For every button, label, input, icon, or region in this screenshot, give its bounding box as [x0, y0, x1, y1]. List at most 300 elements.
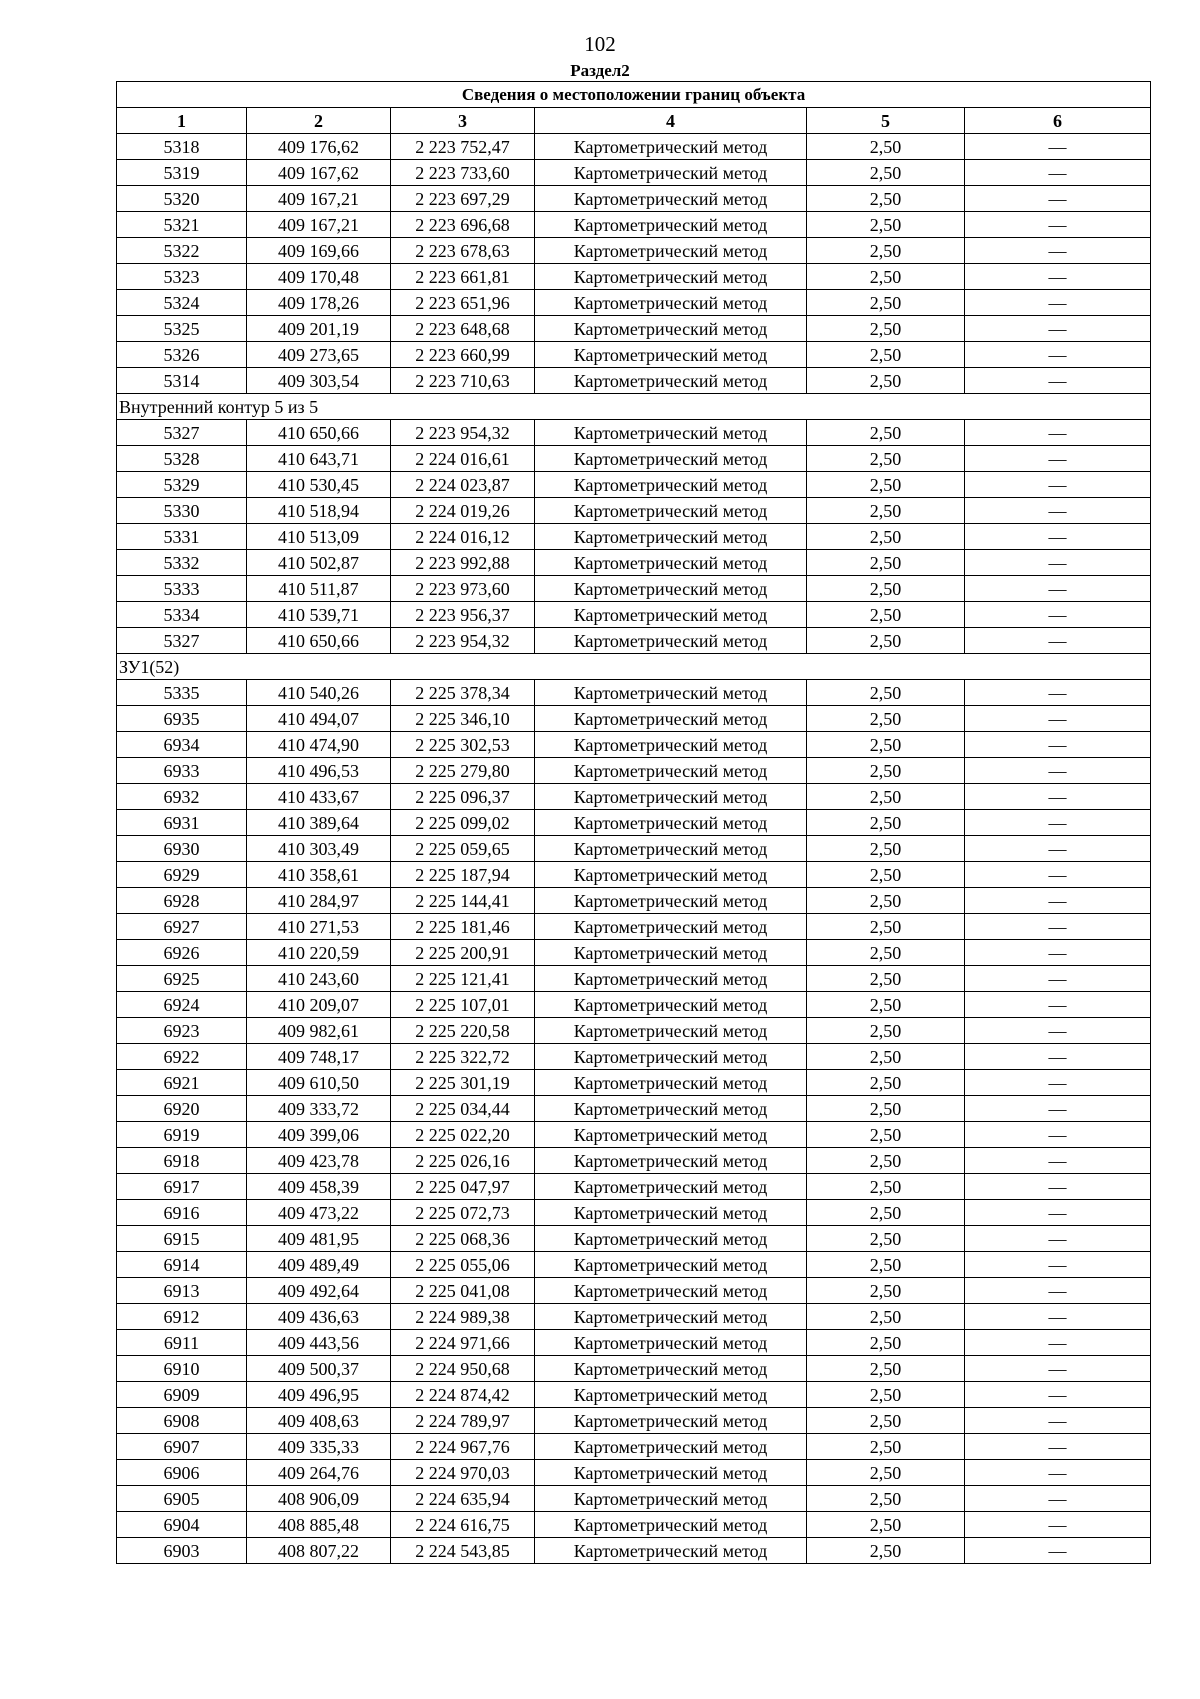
x-coordinate-cell: 409 610,50: [247, 1070, 391, 1096]
point-number-cell: 6928: [117, 888, 247, 914]
description-cell: —: [965, 1460, 1151, 1486]
method-cell: Картометрический метод: [535, 784, 807, 810]
description-cell: —: [965, 836, 1151, 862]
point-number-cell: 6920: [117, 1096, 247, 1122]
y-coordinate-cell: 2 225 378,34: [391, 680, 535, 706]
y-coordinate-cell: 2 223 678,63: [391, 238, 535, 264]
table-row: [117, 862, 1151, 888]
accuracy-cell: 2,50: [807, 498, 965, 524]
description-cell: —: [965, 1252, 1151, 1278]
accuracy-cell: 2,50: [807, 134, 965, 160]
point-number-cell: 5326: [117, 342, 247, 368]
method-cell: Картометрический метод: [535, 1434, 807, 1460]
point-number-cell: 6927: [117, 914, 247, 940]
x-coordinate-cell: 409 748,17: [247, 1044, 391, 1070]
accuracy-cell: 2,50: [807, 1486, 965, 1512]
x-coordinate-cell: 409 473,22: [247, 1200, 391, 1226]
x-coordinate-cell: 409 201,19: [247, 316, 391, 342]
x-coordinate-cell: 408 885,48: [247, 1512, 391, 1538]
description-cell: —: [965, 1486, 1151, 1512]
accuracy-cell: 2,50: [807, 940, 965, 966]
point-number-cell: 6931: [117, 810, 247, 836]
method-cell: Картометрический метод: [535, 1408, 807, 1434]
table-row: [117, 1018, 1151, 1044]
table-row: [117, 914, 1151, 940]
x-coordinate-cell: 409 458,39: [247, 1174, 391, 1200]
table-row: [117, 316, 1151, 342]
method-cell: Картометрический метод: [535, 628, 807, 654]
accuracy-cell: 2,50: [807, 1148, 965, 1174]
description-cell: —: [965, 1148, 1151, 1174]
method-cell: Картометрический метод: [535, 1486, 807, 1512]
accuracy-cell: 2,50: [807, 446, 965, 472]
method-cell: Картометрический метод: [535, 212, 807, 238]
accuracy-cell: 2,50: [807, 1538, 965, 1564]
x-coordinate-cell: 410 474,90: [247, 732, 391, 758]
description-cell: —: [965, 966, 1151, 992]
description-cell: —: [965, 264, 1151, 290]
y-coordinate-cell: 2 224 970,03: [391, 1460, 535, 1486]
point-number-cell: 6929: [117, 862, 247, 888]
method-cell: Картометрический метод: [535, 1538, 807, 1564]
method-cell: Картометрический метод: [535, 914, 807, 940]
column-header: 1: [117, 108, 247, 134]
y-coordinate-cell: 2 224 016,61: [391, 446, 535, 472]
x-coordinate-cell: 410 220,59: [247, 940, 391, 966]
table-row: [117, 1356, 1151, 1382]
x-coordinate-cell: 409 333,72: [247, 1096, 391, 1122]
description-cell: —: [965, 940, 1151, 966]
description-cell: —: [965, 368, 1151, 394]
description-cell: —: [965, 732, 1151, 758]
group-title: Внутренний контур 5 из 5: [117, 394, 1151, 420]
accuracy-cell: 2,50: [807, 1018, 965, 1044]
column-header: 2: [247, 108, 391, 134]
description-cell: —: [965, 1356, 1151, 1382]
table-row: [117, 1486, 1151, 1512]
accuracy-cell: 2,50: [807, 1330, 965, 1356]
accuracy-cell: 2,50: [807, 1434, 965, 1460]
table-row: [117, 576, 1151, 602]
group-title-row: [117, 654, 1151, 680]
description-cell: —: [965, 316, 1151, 342]
table-row: [117, 966, 1151, 992]
x-coordinate-cell: 409 982,61: [247, 1018, 391, 1044]
table-row: [117, 758, 1151, 784]
method-cell: Картометрический метод: [535, 1044, 807, 1070]
table-row: [117, 992, 1151, 1018]
x-coordinate-cell: 410 494,07: [247, 706, 391, 732]
point-number-cell: 5335: [117, 680, 247, 706]
x-coordinate-cell: 410 502,87: [247, 550, 391, 576]
y-coordinate-cell: 2 224 543,85: [391, 1538, 535, 1564]
accuracy-cell: 2,50: [807, 290, 965, 316]
table-row: [117, 602, 1151, 628]
accuracy-cell: 2,50: [807, 472, 965, 498]
x-coordinate-cell: 410 650,66: [247, 628, 391, 654]
method-cell: Картометрический метод: [535, 1330, 807, 1356]
point-number-cell: 5334: [117, 602, 247, 628]
table-row: [117, 732, 1151, 758]
description-cell: —: [965, 706, 1151, 732]
method-cell: Картометрический метод: [535, 992, 807, 1018]
header-row: [117, 108, 1151, 134]
table-row: [117, 1304, 1151, 1330]
accuracy-cell: 2,50: [807, 264, 965, 290]
accuracy-cell: 2,50: [807, 316, 965, 342]
method-cell: Картометрический метод: [535, 1382, 807, 1408]
accuracy-cell: 2,50: [807, 1304, 965, 1330]
x-coordinate-cell: 410 303,49: [247, 836, 391, 862]
method-cell: Картометрический метод: [535, 1174, 807, 1200]
table-row: [117, 1044, 1151, 1070]
method-cell: Картометрический метод: [535, 888, 807, 914]
point-number-cell: 6911: [117, 1330, 247, 1356]
method-cell: Картометрический метод: [535, 862, 807, 888]
accuracy-cell: 2,50: [807, 238, 965, 264]
accuracy-cell: 2,50: [807, 992, 965, 1018]
y-coordinate-cell: 2 225 144,41: [391, 888, 535, 914]
accuracy-cell: 2,50: [807, 602, 965, 628]
table-row: [117, 368, 1151, 394]
point-number-cell: 5322: [117, 238, 247, 264]
x-coordinate-cell: 410 209,07: [247, 992, 391, 1018]
y-coordinate-cell: 2 223 660,99: [391, 342, 535, 368]
method-cell: Картометрический метод: [535, 1356, 807, 1382]
method-cell: Картометрический метод: [535, 1278, 807, 1304]
x-coordinate-cell: 409 167,62: [247, 160, 391, 186]
description-cell: —: [965, 1070, 1151, 1096]
table-row: [117, 1538, 1151, 1564]
accuracy-cell: 2,50: [807, 888, 965, 914]
description-cell: —: [965, 498, 1151, 524]
table-row: [117, 264, 1151, 290]
y-coordinate-cell: 2 225 022,20: [391, 1122, 535, 1148]
table-caption: Сведения о местоположении границ объекта: [117, 82, 1151, 108]
accuracy-cell: 2,50: [807, 1070, 965, 1096]
description-cell: —: [965, 1512, 1151, 1538]
method-cell: Картометрический метод: [535, 966, 807, 992]
table-row: [117, 524, 1151, 550]
y-coordinate-cell: 2 223 648,68: [391, 316, 535, 342]
table-body: [117, 134, 1151, 1564]
x-coordinate-cell: 410 518,94: [247, 498, 391, 524]
y-coordinate-cell: 2 225 181,46: [391, 914, 535, 940]
accuracy-cell: 2,50: [807, 1512, 965, 1538]
column-header: 3: [391, 108, 535, 134]
accuracy-cell: 2,50: [807, 810, 965, 836]
method-cell: Картометрический метод: [535, 550, 807, 576]
y-coordinate-cell: 2 225 034,44: [391, 1096, 535, 1122]
point-number-cell: 6914: [117, 1252, 247, 1278]
x-coordinate-cell: 409 169,66: [247, 238, 391, 264]
column-header: 5: [807, 108, 965, 134]
table-row: [117, 1512, 1151, 1538]
method-cell: Картометрический метод: [535, 420, 807, 446]
x-coordinate-cell: 409 399,06: [247, 1122, 391, 1148]
description-cell: —: [965, 420, 1151, 446]
table-row: [117, 1434, 1151, 1460]
y-coordinate-cell: 2 223 973,60: [391, 576, 535, 602]
y-coordinate-cell: 2 225 026,16: [391, 1148, 535, 1174]
x-coordinate-cell: 409 496,95: [247, 1382, 391, 1408]
x-coordinate-cell: 410 271,53: [247, 914, 391, 940]
section-title: Раздел2: [570, 61, 630, 80]
x-coordinate-cell: 410 650,66: [247, 420, 391, 446]
x-coordinate-cell: 410 530,45: [247, 472, 391, 498]
table-row: [117, 1382, 1151, 1408]
column-header: 6: [965, 108, 1151, 134]
point-number-cell: 6926: [117, 940, 247, 966]
method-cell: Картометрический метод: [535, 134, 807, 160]
method-cell: Картометрический метод: [535, 1226, 807, 1252]
page-number: 102: [584, 32, 616, 56]
description-cell: —: [965, 290, 1151, 316]
method-cell: Картометрический метод: [535, 680, 807, 706]
method-cell: Картометрический метод: [535, 446, 807, 472]
method-cell: Картометрический метод: [535, 602, 807, 628]
description-cell: —: [965, 680, 1151, 706]
x-coordinate-cell: 409 167,21: [247, 212, 391, 238]
description-cell: —: [965, 1330, 1151, 1356]
table-row: [117, 680, 1151, 706]
point-number-cell: 6915: [117, 1226, 247, 1252]
method-cell: Картометрический метод: [535, 472, 807, 498]
group-title: ЗУ1(52): [117, 654, 1151, 680]
x-coordinate-cell: 409 481,95: [247, 1226, 391, 1252]
y-coordinate-cell: 2 225 107,01: [391, 992, 535, 1018]
accuracy-cell: 2,50: [807, 368, 965, 394]
table-row: [117, 1122, 1151, 1148]
point-number-cell: 6913: [117, 1278, 247, 1304]
table-row: [117, 472, 1151, 498]
method-cell: Картометрический метод: [535, 758, 807, 784]
x-coordinate-cell: 409 273,65: [247, 342, 391, 368]
y-coordinate-cell: 2 225 301,19: [391, 1070, 535, 1096]
x-coordinate-cell: 409 443,56: [247, 1330, 391, 1356]
y-coordinate-cell: 2 225 187,94: [391, 862, 535, 888]
x-coordinate-cell: 410 513,09: [247, 524, 391, 550]
description-cell: —: [965, 1226, 1151, 1252]
table-row: [117, 1200, 1151, 1226]
y-coordinate-cell: 2 225 322,72: [391, 1044, 535, 1070]
y-coordinate-cell: 2 225 041,08: [391, 1278, 535, 1304]
method-cell: Картометрический метод: [535, 498, 807, 524]
description-cell: —: [965, 1044, 1151, 1070]
accuracy-cell: 2,50: [807, 1408, 965, 1434]
point-number-cell: 6906: [117, 1460, 247, 1486]
column-header: 4: [535, 108, 807, 134]
method-cell: Картометрический метод: [535, 1512, 807, 1538]
y-coordinate-cell: 2 224 967,76: [391, 1434, 535, 1460]
x-coordinate-cell: 410 540,26: [247, 680, 391, 706]
accuracy-cell: 2,50: [807, 862, 965, 888]
description-cell: —: [965, 758, 1151, 784]
point-number-cell: 5329: [117, 472, 247, 498]
description-cell: —: [965, 1174, 1151, 1200]
point-number-cell: 6919: [117, 1122, 247, 1148]
point-number-cell: 5325: [117, 316, 247, 342]
method-cell: Картометрический метод: [535, 1460, 807, 1486]
point-number-cell: 5333: [117, 576, 247, 602]
table-row: [117, 1252, 1151, 1278]
table-row: [117, 810, 1151, 836]
method-cell: Картометрический метод: [535, 238, 807, 264]
table-row: [117, 836, 1151, 862]
point-number-cell: 6912: [117, 1304, 247, 1330]
accuracy-cell: 2,50: [807, 1356, 965, 1382]
table-row: [117, 784, 1151, 810]
method-cell: Картометрический метод: [535, 1018, 807, 1044]
method-cell: Картометрический метод: [535, 186, 807, 212]
method-cell: Картометрический метод: [535, 1070, 807, 1096]
method-cell: Картометрический метод: [535, 368, 807, 394]
x-coordinate-cell: 409 408,63: [247, 1408, 391, 1434]
y-coordinate-cell: 2 224 635,94: [391, 1486, 535, 1512]
accuracy-cell: 2,50: [807, 706, 965, 732]
description-cell: —: [965, 1096, 1151, 1122]
accuracy-cell: 2,50: [807, 784, 965, 810]
method-cell: Картометрический метод: [535, 732, 807, 758]
accuracy-cell: 2,50: [807, 1278, 965, 1304]
accuracy-cell: 2,50: [807, 1252, 965, 1278]
y-coordinate-cell: 2 224 019,26: [391, 498, 535, 524]
y-coordinate-cell: 2 223 710,63: [391, 368, 535, 394]
table-row: [117, 1460, 1151, 1486]
y-coordinate-cell: 2 224 616,75: [391, 1512, 535, 1538]
point-number-cell: 5327: [117, 420, 247, 446]
method-cell: Картометрический метод: [535, 1148, 807, 1174]
table-row: [117, 628, 1151, 654]
description-cell: —: [965, 1382, 1151, 1408]
y-coordinate-cell: 2 225 059,65: [391, 836, 535, 862]
accuracy-cell: 2,50: [807, 1200, 965, 1226]
point-number-cell: 6923: [117, 1018, 247, 1044]
point-number-cell: 6918: [117, 1148, 247, 1174]
x-coordinate-cell: 410 643,71: [247, 446, 391, 472]
y-coordinate-cell: 2 223 697,29: [391, 186, 535, 212]
x-coordinate-cell: 409 264,76: [247, 1460, 391, 1486]
table-row: [117, 1148, 1151, 1174]
accuracy-cell: 2,50: [807, 420, 965, 446]
y-coordinate-cell: 2 225 121,41: [391, 966, 535, 992]
y-coordinate-cell: 2 225 200,91: [391, 940, 535, 966]
description-cell: —: [965, 1434, 1151, 1460]
accuracy-cell: 2,50: [807, 1460, 965, 1486]
method-cell: Картометрический метод: [535, 1200, 807, 1226]
table-row: [117, 1330, 1151, 1356]
y-coordinate-cell: 2 223 661,81: [391, 264, 535, 290]
description-cell: —: [965, 160, 1151, 186]
description-cell: —: [965, 992, 1151, 1018]
description-cell: —: [965, 1122, 1151, 1148]
table-row: [117, 446, 1151, 472]
accuracy-cell: 2,50: [807, 160, 965, 186]
description-cell: —: [965, 810, 1151, 836]
y-coordinate-cell: 2 224 874,42: [391, 1382, 535, 1408]
y-coordinate-cell: 2 225 302,53: [391, 732, 535, 758]
accuracy-cell: 2,50: [807, 836, 965, 862]
y-coordinate-cell: 2 224 789,97: [391, 1408, 535, 1434]
point-number-cell: 6908: [117, 1408, 247, 1434]
accuracy-cell: 2,50: [807, 680, 965, 706]
description-cell: —: [965, 446, 1151, 472]
description-cell: —: [965, 212, 1151, 238]
table-row: [117, 134, 1151, 160]
table-row: [117, 238, 1151, 264]
point-number-cell: 5318: [117, 134, 247, 160]
accuracy-cell: 2,50: [807, 1174, 965, 1200]
y-coordinate-cell: 2 225 072,73: [391, 1200, 535, 1226]
point-number-cell: 6917: [117, 1174, 247, 1200]
description-cell: —: [965, 1018, 1151, 1044]
x-coordinate-cell: 409 170,48: [247, 264, 391, 290]
table-row: [117, 160, 1151, 186]
accuracy-cell: 2,50: [807, 1044, 965, 1070]
method-cell: Картометрический метод: [535, 706, 807, 732]
method-cell: Картометрический метод: [535, 576, 807, 602]
table-row: [117, 498, 1151, 524]
accuracy-cell: 2,50: [807, 1226, 965, 1252]
table-row: [117, 940, 1151, 966]
method-cell: Картометрический метод: [535, 524, 807, 550]
y-coordinate-cell: 2 223 752,47: [391, 134, 535, 160]
y-coordinate-cell: 2 223 651,96: [391, 290, 535, 316]
x-coordinate-cell: 408 807,22: [247, 1538, 391, 1564]
description-cell: —: [965, 1538, 1151, 1564]
table-row: [117, 888, 1151, 914]
description-cell: —: [965, 628, 1151, 654]
x-coordinate-cell: 409 489,49: [247, 1252, 391, 1278]
x-coordinate-cell: 410 358,61: [247, 862, 391, 888]
y-coordinate-cell: 2 224 016,12: [391, 524, 535, 550]
description-cell: —: [965, 602, 1151, 628]
y-coordinate-cell: 2 225 096,37: [391, 784, 535, 810]
y-coordinate-cell: 2 224 971,66: [391, 1330, 535, 1356]
x-coordinate-cell: 410 389,64: [247, 810, 391, 836]
y-coordinate-cell: 2 223 956,37: [391, 602, 535, 628]
point-number-cell: 5323: [117, 264, 247, 290]
x-coordinate-cell: 409 436,63: [247, 1304, 391, 1330]
y-coordinate-cell: 2 223 696,68: [391, 212, 535, 238]
method-cell: Картометрический метод: [535, 1304, 807, 1330]
point-number-cell: 6916: [117, 1200, 247, 1226]
point-number-cell: 5327: [117, 628, 247, 654]
method-cell: Картометрический метод: [535, 1122, 807, 1148]
description-cell: —: [965, 524, 1151, 550]
x-coordinate-cell: 410 243,60: [247, 966, 391, 992]
accuracy-cell: 2,50: [807, 914, 965, 940]
accuracy-cell: 2,50: [807, 524, 965, 550]
x-coordinate-cell: 409 176,62: [247, 134, 391, 160]
table-row: [117, 186, 1151, 212]
point-number-cell: 6907: [117, 1434, 247, 1460]
y-coordinate-cell: 2 224 989,38: [391, 1304, 535, 1330]
point-number-cell: 6930: [117, 836, 247, 862]
accuracy-cell: 2,50: [807, 628, 965, 654]
method-cell: Картометрический метод: [535, 316, 807, 342]
x-coordinate-cell: 410 284,97: [247, 888, 391, 914]
point-number-cell: 6904: [117, 1512, 247, 1538]
x-coordinate-cell: 409 178,26: [247, 290, 391, 316]
table-row: [117, 1096, 1151, 1122]
table-row: [117, 550, 1151, 576]
point-number-cell: 6921: [117, 1070, 247, 1096]
y-coordinate-cell: 2 224 950,68: [391, 1356, 535, 1382]
x-coordinate-cell: 409 167,21: [247, 186, 391, 212]
description-cell: —: [965, 1200, 1151, 1226]
description-cell: —: [965, 888, 1151, 914]
